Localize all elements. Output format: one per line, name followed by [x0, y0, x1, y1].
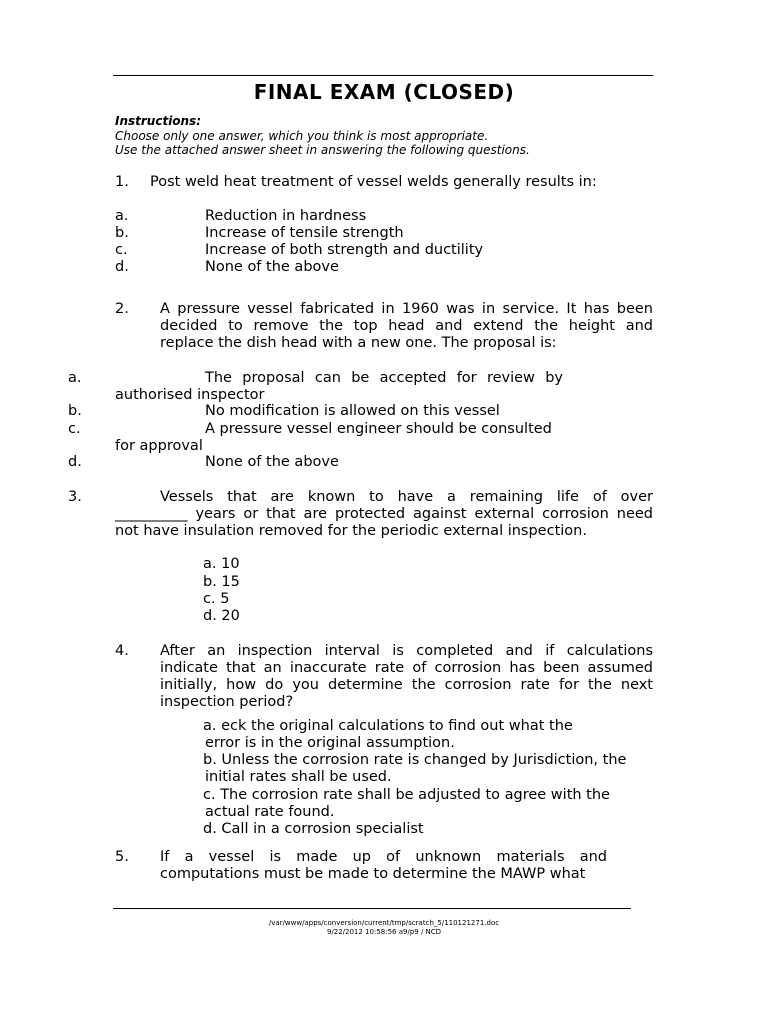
q4-option-c-line-2: actual rate found. — [205, 804, 335, 820]
q1-option-b-letter: b. — [115, 225, 129, 241]
q2-option-c-cont: for approval — [115, 438, 203, 454]
q2-option-c-text: A pressure vessel engineer should be consulted — [205, 421, 552, 437]
q5-number: 5. — [115, 849, 129, 865]
footer-stamp: 9/22/2012 10:58:56 a9/p9 / NCD — [326, 928, 442, 936]
q1-number: 1. — [115, 174, 129, 190]
q3-number: 3. — [68, 489, 82, 505]
q2-line-1: A pressure vessel fabricated in 1960 was in service. It has been — [160, 301, 653, 317]
instructions-line-2: Use the attached answer sheet in answering the following questions. — [115, 143, 530, 157]
q4-option-a-line-2: error is in the original assumption. — [205, 735, 455, 751]
q1-option-c-text: Increase of both strength and ductility — [205, 242, 484, 258]
q4-option-b-line-1: b. Unless the corrosion rate is changed by Jurisdiction, the — [203, 752, 627, 768]
instructions-heading: Instructions: — [115, 114, 202, 128]
q1-text: Post weld heat treatment of vessel welds generally results in: — [150, 174, 597, 190]
q3-option-d: d. 20 — [203, 608, 240, 624]
q5-line-2: computations must be made to determine the MAWP what — [160, 866, 586, 882]
instructions-line-1: Choose only one answer, which you think is most appropriate. — [115, 129, 489, 143]
q2-option-c-letter: c. — [68, 421, 81, 437]
q1-option-b-text: Increase of tensile strength — [205, 225, 404, 241]
q4-line-3: initially, how do you determine the corrosion rate for the next — [160, 677, 653, 693]
q4-line-1: After an inspection interval is completed and if calculations — [160, 643, 653, 659]
q3-line-1: Vessels that are known to have a remaining life of over — [160, 489, 653, 505]
q4-option-d: d. Call in a corrosion specialist — [203, 821, 424, 837]
q1-option-d-letter: d. — [115, 259, 129, 275]
q1-option-a-letter: a. — [115, 208, 129, 224]
footer-rule — [113, 908, 631, 909]
q1-option-c-letter: c. — [115, 242, 128, 258]
page-title: FINAL EXAM (CLOSED) — [253, 80, 515, 104]
q3-option-c: c. 5 — [203, 591, 230, 607]
q2-option-a-cont: authorised inspector — [115, 387, 265, 403]
q5-line-1: If a vessel is made up of unknown materials and — [160, 849, 607, 865]
q2-option-a-letter: a. — [68, 370, 82, 386]
q4-option-a-line-1: a. eck the original calculations to find out what the — [203, 718, 573, 734]
q2-line-3: replace the dish head with a new one. The proposal is: — [160, 335, 557, 351]
q3-line-3: not have insulation removed for the periodic external inspection. — [115, 523, 587, 539]
q2-option-d-text: None of the above — [205, 454, 339, 470]
q4-option-c-line-1: c. The corrosion rate shall be adjusted to agree with the — [203, 787, 610, 803]
q4-option-b-line-2: initial rates shall be used. — [205, 769, 392, 785]
q2-option-a-text: The proposal can be accepted for review by — [205, 370, 563, 386]
q4-number: 4. — [115, 643, 129, 659]
q2-option-b-letter: b. — [68, 403, 82, 419]
header-rule — [113, 75, 653, 76]
footer-path: /var/www/apps/conversion/current/tmp/scratch_5/110121271.doc — [268, 919, 500, 927]
q3-option-b: b. 15 — [203, 574, 240, 590]
q4-line-4: inspection period? — [160, 694, 294, 710]
q2-number: 2. — [115, 301, 129, 317]
q4-line-2: indicate that an inaccurate rate of corrosion has been assumed — [160, 660, 653, 676]
q3-option-a: a. 10 — [203, 556, 240, 572]
q1-option-d-text: None of the above — [205, 259, 339, 275]
q1-option-a-text: Reduction in hardness — [205, 208, 367, 224]
q2-line-2: decided to remove the top head and extend the height and — [160, 318, 653, 334]
q2-option-d-letter: d. — [68, 454, 82, 470]
q3-line-2: __________ years or that are protected against external corrosion need — [115, 506, 653, 522]
q2-option-b-text: No modification is allowed on this vessel — [205, 403, 500, 419]
